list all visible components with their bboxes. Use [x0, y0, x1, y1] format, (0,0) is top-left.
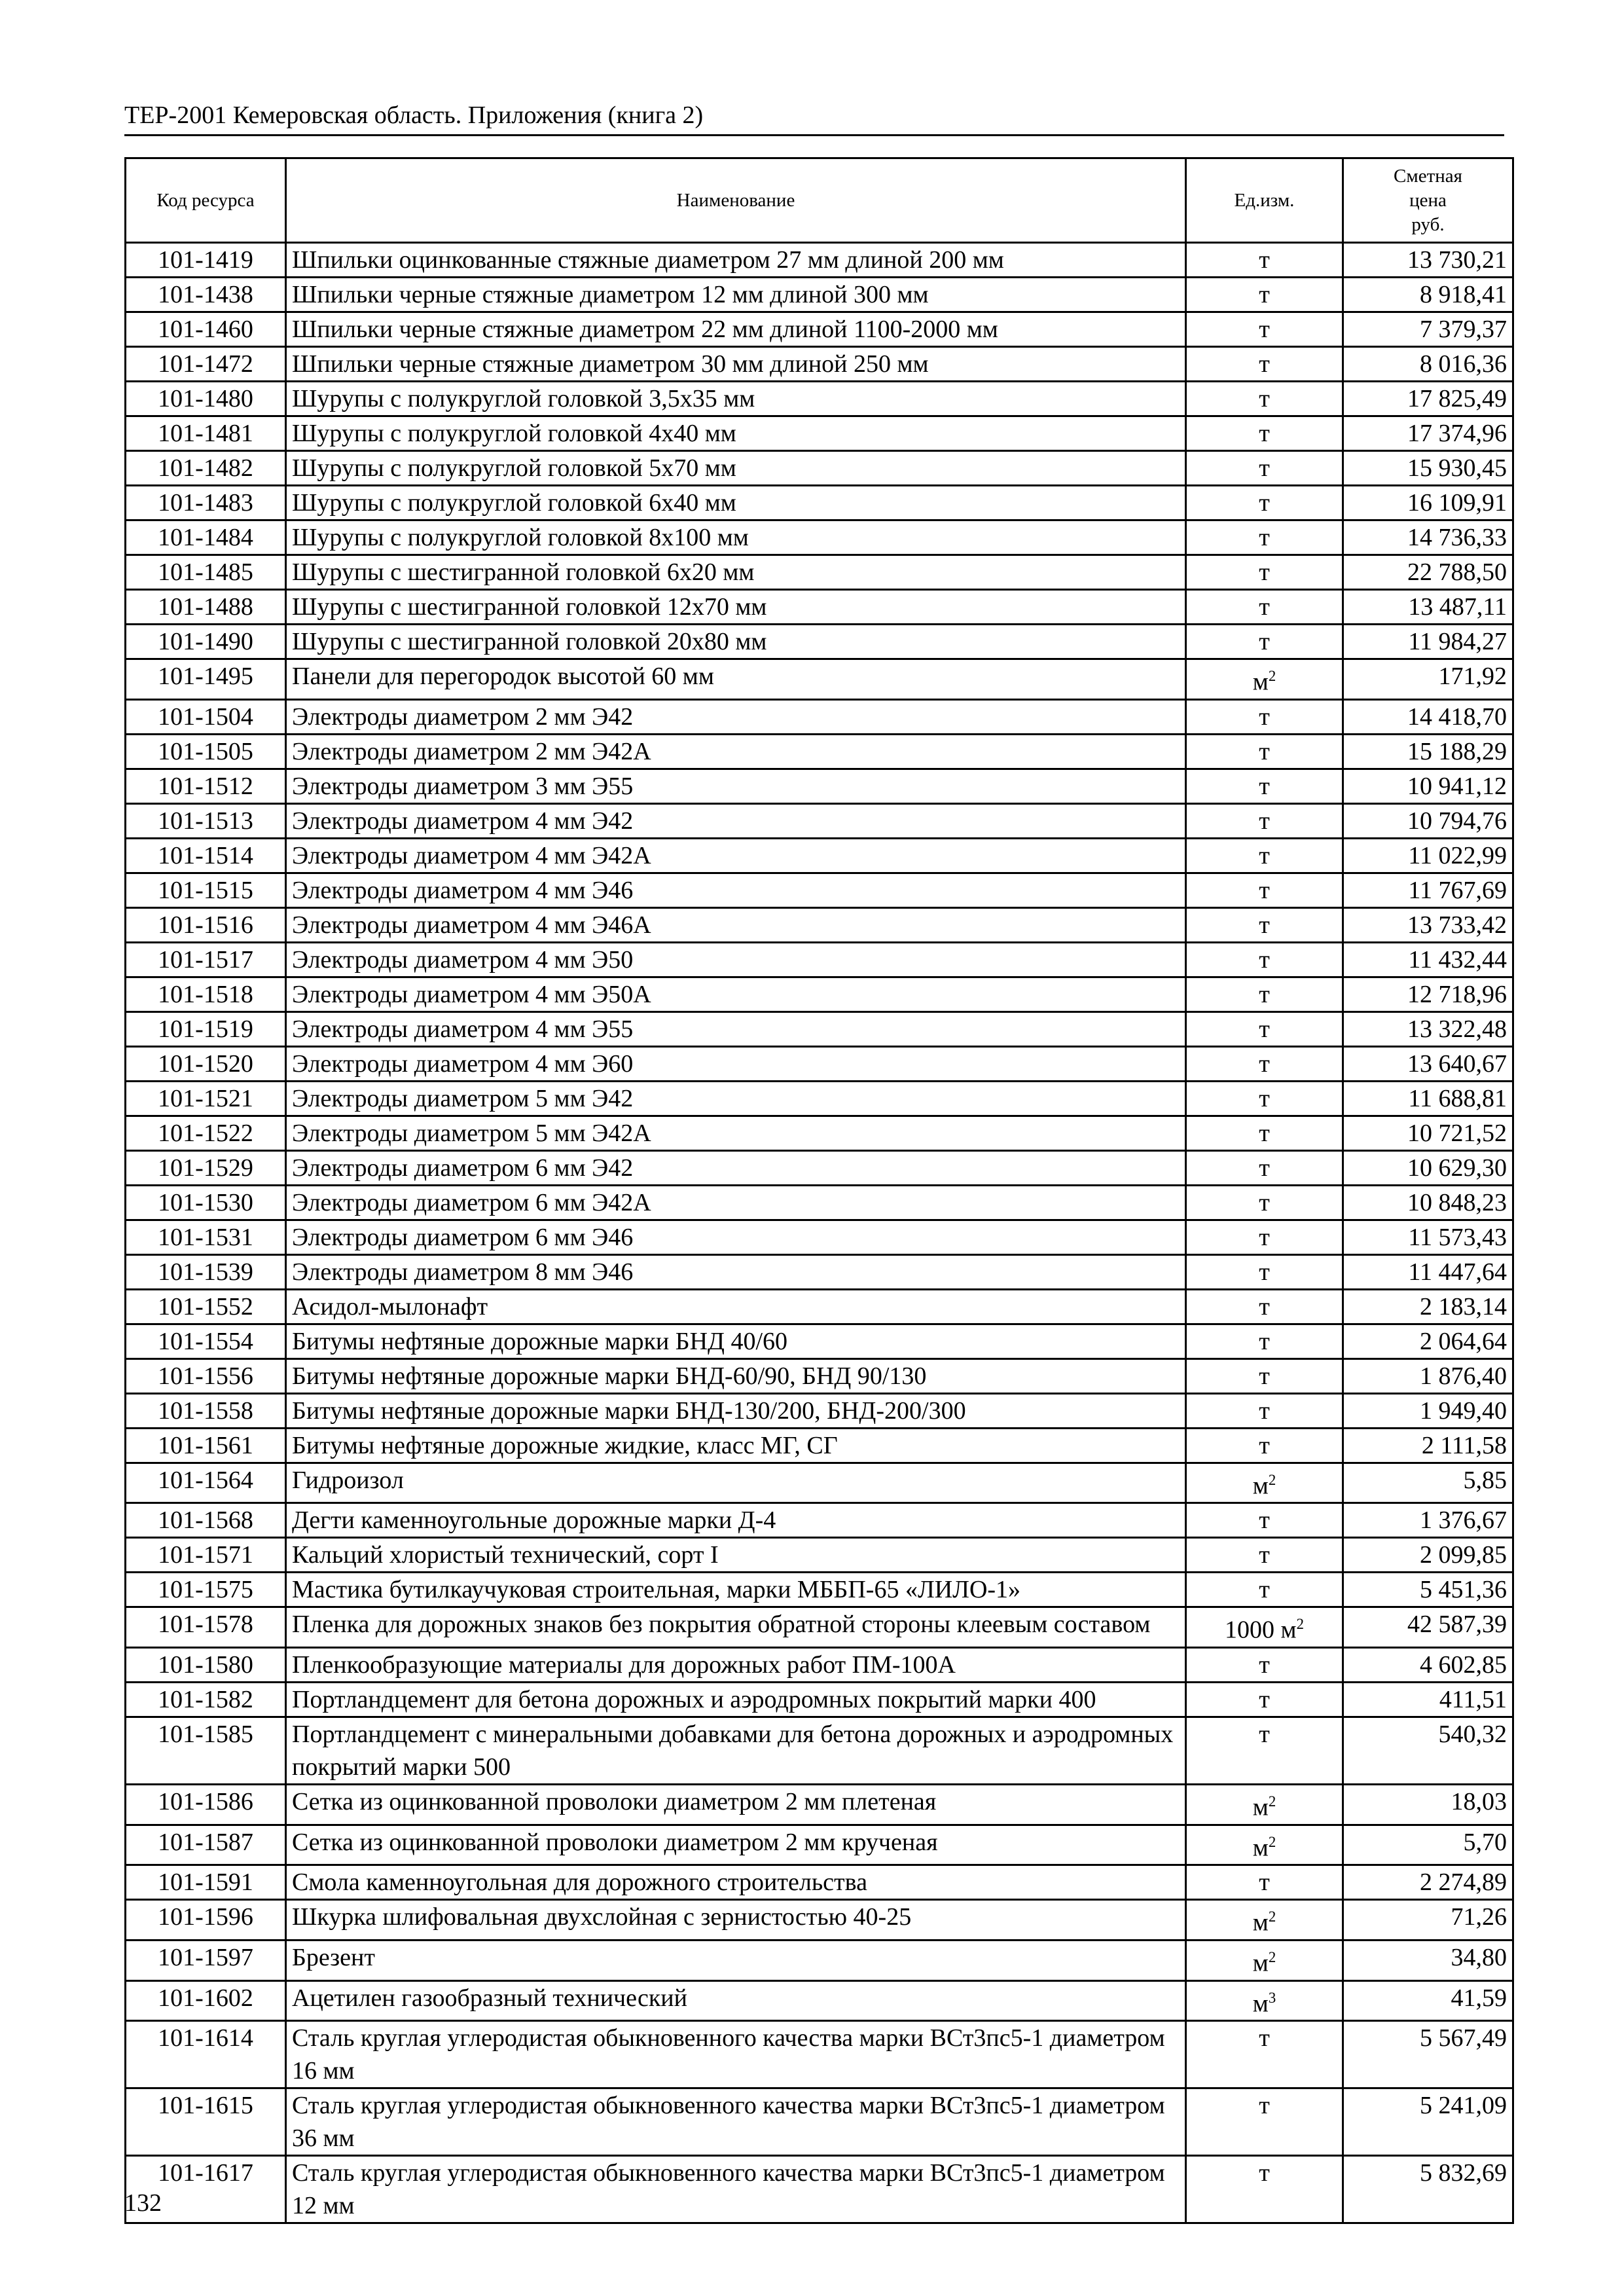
unit-cell: $м^2$ [1186, 659, 1343, 700]
table-header-row [126, 158, 1513, 243]
price-cell: 13 322,48 [1343, 1011, 1513, 1046]
table-row [126, 2088, 1513, 2156]
resource-code-cell: 101-1517 [126, 942, 286, 977]
unit-cell: т [1186, 1116, 1343, 1150]
resource-code-cell: 101-1519 [126, 1011, 286, 1046]
unit-cell: $м^2$ [1186, 1463, 1343, 1503]
table-row [126, 590, 1513, 625]
resource-code-cell: 101-1515 [126, 873, 286, 907]
table-row [126, 2021, 1513, 2088]
table-row [126, 1324, 1513, 1358]
table-row [126, 278, 1513, 312]
resource-code-cell: 101-1575 [126, 1573, 286, 1607]
price-cell: 5 241,09 [1343, 2088, 1513, 2156]
table-row [126, 803, 1513, 838]
price-cell: 411,51 [1343, 1682, 1513, 1717]
table-row [126, 1865, 1513, 1900]
unit-cell: т [1186, 2021, 1343, 2088]
table-row [126, 699, 1513, 734]
unit-cell: т [1186, 382, 1343, 416]
resource-code-cell: 101-1591 [126, 1865, 286, 1900]
table-row [126, 907, 1513, 942]
resource-name-cell: Портландцемент для бетона дорожных и аэродромных покрытий марки 400 [286, 1682, 1186, 1717]
resource-code-cell: 101-1514 [126, 838, 286, 873]
resource-name-cell: Шурупы с полукруглой головкой 8х100 мм [286, 520, 1186, 555]
resource-name-cell: Гидроизол [286, 1463, 1186, 1503]
unit-cell: т [1186, 555, 1343, 590]
price-cell: 18,03 [1343, 1784, 1513, 1825]
resource-code-cell: 101-1596 [126, 1900, 286, 1941]
column-header-price-line-1: Сметная [1394, 165, 1462, 187]
table-row [126, 1940, 1513, 1980]
table-row [126, 1900, 1513, 1941]
table-row [126, 1150, 1513, 1185]
resource-code-cell: 101-1615 [126, 2088, 286, 2156]
resource-name-cell: Сетка из оцинкованной проволоки диаметром 2 мм крученая [286, 1825, 1186, 1865]
column-header-price-line-2: цена [1409, 189, 1447, 211]
resource-name-cell: Дегти каменноугольные дорожные марки Д-4 [286, 1503, 1186, 1538]
price-cell: 17 374,96 [1343, 416, 1513, 451]
resource-code-cell: 101-1483 [126, 486, 286, 520]
resource-code-cell: 101-1531 [126, 1220, 286, 1254]
resource-code-cell: 101-1460 [126, 312, 286, 347]
column-header-name: Наименование [286, 158, 1186, 243]
resource-code-cell: 101-1568 [126, 1503, 286, 1538]
price-cell: 41,59 [1343, 1980, 1513, 2021]
resource-code-cell: 101-1578 [126, 1607, 286, 1648]
price-cell: 5,85 [1343, 1463, 1513, 1503]
resource-name-cell: Электроды диаметром 5 мм Э42А [286, 1116, 1186, 1150]
unit-cell: т [1186, 1289, 1343, 1324]
resource-name-cell: Электроды диаметром 6 мм Э42А [286, 1185, 1186, 1220]
unit-cell: т [1186, 1358, 1343, 1393]
resource-code-cell: 101-1438 [126, 278, 286, 312]
table-row [126, 734, 1513, 769]
unit-cell: т [1186, 1254, 1343, 1289]
price-cell: 13 733,42 [1343, 907, 1513, 942]
unit-cell: т [1186, 1220, 1343, 1254]
price-cell: 540,32 [1343, 1717, 1513, 1784]
resource-code-cell: 101-1504 [126, 699, 286, 734]
price-cell: 8 918,41 [1343, 278, 1513, 312]
price-cell: 17 825,49 [1343, 382, 1513, 416]
resource-name-cell: Мастика бутилкаучуковая строительная, марки МББП-65 «ЛИЛО-1» [286, 1573, 1186, 1607]
resource-name-cell: Электроды диаметром 8 мм Э46 [286, 1254, 1186, 1289]
resource-name-cell: Смола каменноугольная для дорожного строительства [286, 1865, 1186, 1900]
resource-code-cell: 101-1571 [126, 1538, 286, 1573]
unit-cell: т [1186, 625, 1343, 659]
unit-cell: т [1186, 1503, 1343, 1538]
resource-code-cell: 101-1513 [126, 803, 286, 838]
resource-code-cell: 101-1602 [126, 1980, 286, 2021]
price-cell: 1 949,40 [1343, 1393, 1513, 1428]
resource-code-cell: 101-1614 [126, 2021, 286, 2088]
price-cell: 12 718,96 [1343, 977, 1513, 1011]
price-cell: 10 848,23 [1343, 1185, 1513, 1220]
unit-cell: т [1186, 1150, 1343, 1185]
resource-code-cell: 101-1481 [126, 416, 286, 451]
price-cell: 10 721,52 [1343, 1116, 1513, 1150]
resource-name-cell: Кальций хлористый технический, сорт I [286, 1538, 1186, 1573]
table-row [126, 520, 1513, 555]
resource-name-cell: Сталь круглая углеродистая обыкновенного качества марки ВСт3пс5-1 диаметром 36 мм [286, 2088, 1186, 2156]
price-cell: 10 941,12 [1343, 769, 1513, 803]
table-row [126, 838, 1513, 873]
resource-name-cell: Электроды диаметром 6 мм Э42 [286, 1150, 1186, 1185]
table-row [126, 1185, 1513, 1220]
column-header-code: Код ресурса [126, 158, 286, 243]
table-row [126, 347, 1513, 382]
resource-name-cell: Шурупы с шестигранной головкой 12х70 мм [286, 590, 1186, 625]
price-cell: 11 432,44 [1343, 942, 1513, 977]
resource-code-cell: 101-1480 [126, 382, 286, 416]
unit-cell: т [1186, 873, 1343, 907]
price-cell: 2 274,89 [1343, 1865, 1513, 1900]
resource-code-cell: 101-1582 [126, 1682, 286, 1717]
resource-name-cell: Шпильки черные стяжные диаметром 12 мм длиной 300 мм [286, 278, 1186, 312]
unit-cell: т [1186, 2088, 1343, 2156]
resource-code-cell: 101-1484 [126, 520, 286, 555]
unit-cell: т [1186, 1428, 1343, 1463]
table-row [126, 625, 1513, 659]
price-cell: 13 730,21 [1343, 243, 1513, 278]
table-row [126, 2156, 1513, 2223]
resource-name-cell: Шурупы с полукруглой головкой 6х40 мм [286, 486, 1186, 520]
price-cell: 4 602,85 [1343, 1647, 1513, 1682]
resource-code-cell: 101-1597 [126, 1940, 286, 1980]
resource-name-cell: Шурупы с шестигранной головкой 20х80 мм [286, 625, 1186, 659]
unit-cell: т [1186, 838, 1343, 873]
column-header-price-line-3: руб. [1411, 213, 1445, 235]
unit-cell: $м^2$ [1186, 1940, 1343, 1980]
unit-cell: т [1186, 278, 1343, 312]
price-cell: 42 587,39 [1343, 1607, 1513, 1648]
resource-name-cell: Ацетилен газообразный технический [286, 1980, 1186, 2021]
resource-name-cell: Электроды диаметром 4 мм Э50 [286, 942, 1186, 977]
table-row [126, 769, 1513, 803]
resource-code-cell: 101-1530 [126, 1185, 286, 1220]
price-cell: 15 930,45 [1343, 451, 1513, 486]
resource-name-cell: Шпильки оцинкованные стяжные диаметром 27 мм длиной 200 мм [286, 243, 1186, 278]
table-row [126, 312, 1513, 347]
resource-code-cell: 101-1518 [126, 977, 286, 1011]
unit-cell: т [1186, 769, 1343, 803]
resource-name-cell: Электроды диаметром 4 мм Э42А [286, 838, 1186, 873]
price-cell: 171,92 [1343, 659, 1513, 700]
table-row [126, 1784, 1513, 1825]
price-cell: 11 573,43 [1343, 1220, 1513, 1254]
resource-code-cell: 101-1561 [126, 1428, 286, 1463]
column-header-unit: Ед.изм. [1186, 158, 1343, 243]
column-header-price [1343, 158, 1513, 243]
unit-cell: $м^3$ [1186, 1980, 1343, 2021]
resource-name-cell: Электроды диаметром 2 мм Э42 [286, 699, 1186, 734]
unit-cell: т [1186, 1393, 1343, 1428]
price-cell: 5 451,36 [1343, 1573, 1513, 1607]
resource-name-cell: Панели для перегородок высотой 60 мм [286, 659, 1186, 700]
document-title: ТЕР-2001 Кемеровская область. Приложения (книга 2) [124, 101, 704, 129]
unit-cell: т [1186, 699, 1343, 734]
page-header [124, 98, 1504, 136]
resource-name-cell: Электроды диаметром 4 мм Э55 [286, 1011, 1186, 1046]
price-cell: 2 099,85 [1343, 1538, 1513, 1573]
resource-code-cell: 101-1586 [126, 1784, 286, 1825]
table-row [126, 1682, 1513, 1717]
resource-name-cell: Шпильки черные стяжные диаметром 30 мм длиной 250 мм [286, 347, 1186, 382]
price-cell: 16 109,91 [1343, 486, 1513, 520]
unit-cell: т [1186, 803, 1343, 838]
unit-cell: т [1186, 1046, 1343, 1081]
resource-code-cell: 101-1585 [126, 1717, 286, 1784]
table-row [126, 555, 1513, 590]
resource-name-cell: Брезент [286, 1940, 1186, 1980]
unit-cell: т [1186, 451, 1343, 486]
table-row [126, 451, 1513, 486]
unit-cell: т [1186, 942, 1343, 977]
unit-cell: т [1186, 486, 1343, 520]
resource-name-cell: Шкурка шлифовальная двухслойная с зернистостью 40-25 [286, 1900, 1186, 1941]
table-row [126, 1254, 1513, 1289]
price-cell: 14 418,70 [1343, 699, 1513, 734]
price-cell: 10 629,30 [1343, 1150, 1513, 1185]
resource-name-cell: Битумы нефтяные дорожные марки БНД-60/90, БНД 90/130 [286, 1358, 1186, 1393]
price-cell: 13 487,11 [1343, 590, 1513, 625]
resource-code-cell: 101-1529 [126, 1150, 286, 1185]
resource-name-cell: Электроды диаметром 3 мм Э55 [286, 769, 1186, 803]
table-row [126, 1428, 1513, 1463]
price-cell: 11 688,81 [1343, 1081, 1513, 1116]
resource-name-cell: Пленкообразующие материалы для дорожных работ ПМ-100А [286, 1647, 1186, 1682]
resource-name-cell: Битумы нефтяные дорожные марки БНД 40/60 [286, 1324, 1186, 1358]
price-cell: 7 379,37 [1343, 312, 1513, 347]
resource-code-cell: 101-1556 [126, 1358, 286, 1393]
unit-cell: т [1186, 1011, 1343, 1046]
unit-cell: т [1186, 520, 1343, 555]
price-cell: 11 022,99 [1343, 838, 1513, 873]
unit-cell: $м^2$ [1186, 1900, 1343, 1941]
resource-code-cell: 101-1512 [126, 769, 286, 803]
price-cell: 11 984,27 [1343, 625, 1513, 659]
resource-code-cell: 101-1617 [126, 2156, 286, 2223]
price-cell: 10 794,76 [1343, 803, 1513, 838]
unit-cell: т [1186, 416, 1343, 451]
table-row [126, 416, 1513, 451]
resource-code-cell: 101-1520 [126, 1046, 286, 1081]
table-row [126, 977, 1513, 1011]
resource-name-cell: Битумы нефтяные дорожные марки БНД-130/200, БНД-200/300 [286, 1393, 1186, 1428]
resource-name-cell: Электроды диаметром 4 мм Э50А [286, 977, 1186, 1011]
resource-name-cell: Сталь круглая углеродистая обыкновенного качества марки ВСт3пс5-1 диаметром 12 мм [286, 2156, 1186, 2223]
table-row [126, 1647, 1513, 1682]
resource-name-cell: Шурупы с полукруглой головкой 4х40 мм [286, 416, 1186, 451]
price-cell: 22 788,50 [1343, 555, 1513, 590]
table-row [126, 1393, 1513, 1428]
resource-code-cell: 101-1490 [126, 625, 286, 659]
page-number: 132 [124, 2189, 162, 2217]
resource-name-cell: Пленка для дорожных знаков без покрытия обратной стороны клеевым составом [286, 1607, 1186, 1648]
resource-name-cell: Сталь круглая углеродистая обыкновенного качества марки ВСт3пс5-1 диаметром 16 мм [286, 2021, 1186, 2088]
price-cell: 2 111,58 [1343, 1428, 1513, 1463]
table-row [126, 1046, 1513, 1081]
price-cell: 11 767,69 [1343, 873, 1513, 907]
table-row [126, 1116, 1513, 1150]
unit-cell: т [1186, 1647, 1343, 1682]
resource-code-cell: 101-1522 [126, 1116, 286, 1150]
resource-name-cell: Шпильки черные стяжные диаметром 22 мм длиной 1100-2000 мм [286, 312, 1186, 347]
table-row [126, 1825, 1513, 1865]
unit-cell: т [1186, 2156, 1343, 2223]
unit-cell: т [1186, 1865, 1343, 1900]
unit-cell: т [1186, 734, 1343, 769]
resource-name-cell: Асидол-мылонафт [286, 1289, 1186, 1324]
table-row [126, 1220, 1513, 1254]
table-row [126, 382, 1513, 416]
unit-cell: т [1186, 1682, 1343, 1717]
resource-code-cell: 101-1505 [126, 734, 286, 769]
resource-code-cell: 101-1580 [126, 1647, 286, 1682]
resource-name-cell: Электроды диаметром 5 мм Э42 [286, 1081, 1186, 1116]
resource-code-cell: 101-1564 [126, 1463, 286, 1503]
resource-name-cell: Битумы нефтяные дорожные жидкие, класс МГ, СГ [286, 1428, 1186, 1463]
price-cell: 5 567,49 [1343, 2021, 1513, 2088]
price-cell: 1 876,40 [1343, 1358, 1513, 1393]
unit-cell: т [1186, 590, 1343, 625]
table-row [126, 1980, 1513, 2021]
table-row [126, 486, 1513, 520]
unit-cell: т [1186, 1573, 1343, 1607]
table-row [126, 1538, 1513, 1573]
unit-cell: т [1186, 1538, 1343, 1573]
unit-cell: т [1186, 977, 1343, 1011]
table-row [126, 942, 1513, 977]
resource-name-cell: Электроды диаметром 4 мм Э60 [286, 1046, 1186, 1081]
resource-name-cell: Шурупы с полукруглой головкой 5х70 мм [286, 451, 1186, 486]
table-row [126, 1717, 1513, 1784]
table-body [126, 243, 1513, 2223]
price-cell: 71,26 [1343, 1900, 1513, 1941]
unit-cell: т [1186, 312, 1343, 347]
price-cell: 34,80 [1343, 1940, 1513, 1980]
price-cell: 5 832,69 [1343, 2156, 1513, 2223]
resource-code-cell: 101-1558 [126, 1393, 286, 1428]
price-cell: 14 736,33 [1343, 520, 1513, 555]
unit-cell: т [1186, 907, 1343, 942]
table-row [126, 1289, 1513, 1324]
resource-code-cell: 101-1552 [126, 1289, 286, 1324]
table-row [126, 659, 1513, 700]
unit-cell: т [1186, 1081, 1343, 1116]
resource-code-cell: 101-1539 [126, 1254, 286, 1289]
unit-cell: т [1186, 347, 1343, 382]
table-row [126, 1573, 1513, 1607]
table-row [126, 1358, 1513, 1393]
table-row [126, 1011, 1513, 1046]
unit-cell: $м^2$ [1186, 1784, 1343, 1825]
resource-name-cell: Сетка из оцинкованной проволоки диаметром 2 мм плетеная [286, 1784, 1186, 1825]
price-table [124, 157, 1514, 2224]
resource-name-cell: Шурупы с шестигранной головкой 6х20 мм [286, 555, 1186, 590]
resource-code-cell: 101-1488 [126, 590, 286, 625]
table-row [126, 1463, 1513, 1503]
price-cell: 13 640,67 [1343, 1046, 1513, 1081]
resource-name-cell: Электроды диаметром 4 мм Э46А [286, 907, 1186, 942]
resource-name-cell: Портландцемент с минеральными добавками для бетона дорожных и аэродромных покрытий марки 500 [286, 1717, 1186, 1784]
price-cell: 2 064,64 [1343, 1324, 1513, 1358]
resource-code-cell: 101-1516 [126, 907, 286, 942]
price-cell: 2 183,14 [1343, 1289, 1513, 1324]
resource-name-cell: Шурупы с полукруглой головкой 3,5х35 мм [286, 382, 1186, 416]
unit-cell: $м^2$ [1186, 1825, 1343, 1865]
unit-cell: т [1186, 243, 1343, 278]
table-row [126, 243, 1513, 278]
resource-code-cell: 101-1485 [126, 555, 286, 590]
table-row [126, 873, 1513, 907]
price-cell: 11 447,64 [1343, 1254, 1513, 1289]
table-row [126, 1503, 1513, 1538]
resource-code-cell: 101-1521 [126, 1081, 286, 1116]
unit-cell: т [1186, 1185, 1343, 1220]
unit-cell: т [1186, 1324, 1343, 1358]
resource-name-cell: Электроды диаметром 4 мм Э42 [286, 803, 1186, 838]
table-row [126, 1081, 1513, 1116]
resource-name-cell: Электроды диаметром 6 мм Э46 [286, 1220, 1186, 1254]
resource-code-cell: 101-1419 [126, 243, 286, 278]
resource-code-cell: 101-1495 [126, 659, 286, 700]
table-row [126, 1607, 1513, 1648]
price-cell: 5,70 [1343, 1825, 1513, 1865]
unit-cell: т [1186, 1717, 1343, 1784]
resource-name-cell: Электроды диаметром 2 мм Э42А [286, 734, 1186, 769]
unit-cell: 1000 $м^2$ [1186, 1607, 1343, 1648]
price-cell: 15 188,29 [1343, 734, 1513, 769]
price-cell: 1 376,67 [1343, 1503, 1513, 1538]
resource-code-cell: 101-1482 [126, 451, 286, 486]
resource-name-cell: Электроды диаметром 4 мм Э46 [286, 873, 1186, 907]
resource-code-cell: 101-1587 [126, 1825, 286, 1865]
resource-code-cell: 101-1554 [126, 1324, 286, 1358]
price-cell: 8 016,36 [1343, 347, 1513, 382]
resource-code-cell: 101-1472 [126, 347, 286, 382]
